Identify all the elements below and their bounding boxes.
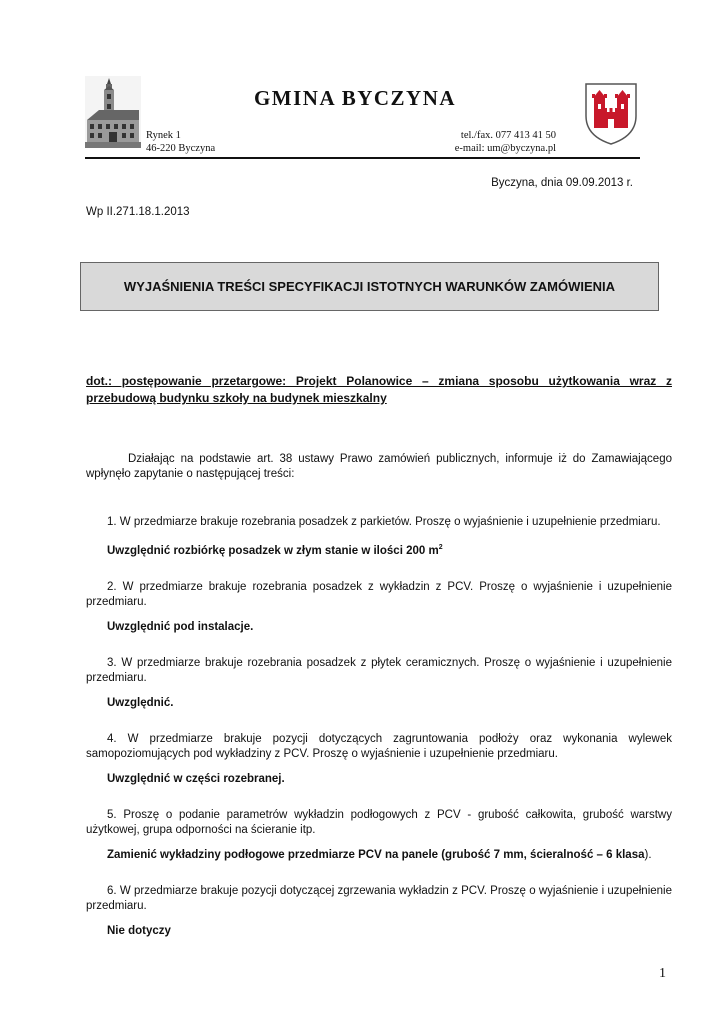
address-street: Rynek 1 <box>146 130 181 141</box>
municipality-title: GMINA BYCZYNA <box>253 86 457 110</box>
question-item: 4. W przedmiarze brakuje pozycji dotyczących zagruntowania podłoży oraz wykonania wylewek samopoziomujących pod wykładziny z PCV. Proszę o wyjaśnienie i uzupełnienie przedmiaru. <box>86 732 672 760</box>
answer-text: Zamienić wykładziny podłogowe przedmiarze PCV na panele (grubość 7 mm, ścieralność – 6 klasa <box>107 848 645 861</box>
coat-of-arms-icon <box>582 80 640 146</box>
superscript: 2 <box>438 544 443 551</box>
email-address: e-mail: um@byczyna.pl <box>454 143 556 154</box>
answer-item: Nie dotyczy <box>107 924 171 937</box>
letterhead <box>85 72 640 158</box>
town-hall-image <box>85 76 141 148</box>
answer-item: Uwzględnić w części rozebranej. <box>107 772 285 785</box>
document-title: WYJAŚNIENIA TREŚCI SPECYFIKACJI ISTOTNYCH WARUNKÓW ZAMÓWIENIA <box>123 279 616 294</box>
question-item: 5. Proszę o podanie parametrów wykładzin podłogowych z PCV - grubość całkowita, grubość warstwy użytkowej, grupa odporności na ścieranie itp. <box>86 808 672 836</box>
answer-text: Uwzględnić rozbiórkę posadzek w złym stanie w ilości 200 m <box>107 544 439 557</box>
answer-item <box>107 848 672 863</box>
answer-item <box>107 540 672 559</box>
answer-item: Uwzględnić. <box>107 696 174 709</box>
contact-info <box>442 129 556 155</box>
question-item: 6. W przedmiarze brakuje pozycji dotyczącej zgrzewania wykładzin z PCV. Proszę o wyjaśnienie i uzupełnienie przedmiaru. <box>86 884 672 912</box>
document-title-box <box>80 262 659 311</box>
postal-address <box>146 129 215 155</box>
question-item: 3. W przedmiarze brakuje rozebrania posadzek z płytek ceramicznych. Proszę o wyjaśnienie i uzupełnienie przedmiaru. <box>86 656 672 684</box>
address-city: 46-220 Byczyna <box>146 143 216 154</box>
question-item: 2. W przedmiarze brakuje rozebrania posadzek z wykładzin z PCV. Proszę o wyjaśnienie i uzupełnienie przedmiaru. <box>86 580 672 608</box>
header-divider <box>85 157 640 159</box>
document-body <box>86 452 672 939</box>
answer-tail: ). <box>644 848 652 861</box>
document-date: Byczyna, dnia 09.09.2013 r. <box>491 177 633 189</box>
subject-line: dot.: postępowanie przetargowe: Projekt Polanowice – zmiana sposobu użytkowania wraz z przebudową budynku szkoły na budynek mieszkalny <box>86 374 672 405</box>
question-item: 1. W przedmiarze brakuje rozebrania posadzek z parkietów. Proszę o wyjaśnienie i uzupełnienie przedmiaru. <box>107 516 661 528</box>
page-number: 1 <box>659 966 666 981</box>
reference-number: Wp II.271.18.1.2013 <box>86 206 190 218</box>
answer-item: Uwzględnić pod instalacje. <box>107 620 254 633</box>
phone-fax: tel./fax. 077 413 41 50 <box>460 130 556 141</box>
intro-paragraph: Działając na podstawie art. 38 ustawy Prawo zamówień publicznych, informuje iż do Zamawiającego wpłynęło zapytanie o następującej treści: <box>86 453 672 480</box>
